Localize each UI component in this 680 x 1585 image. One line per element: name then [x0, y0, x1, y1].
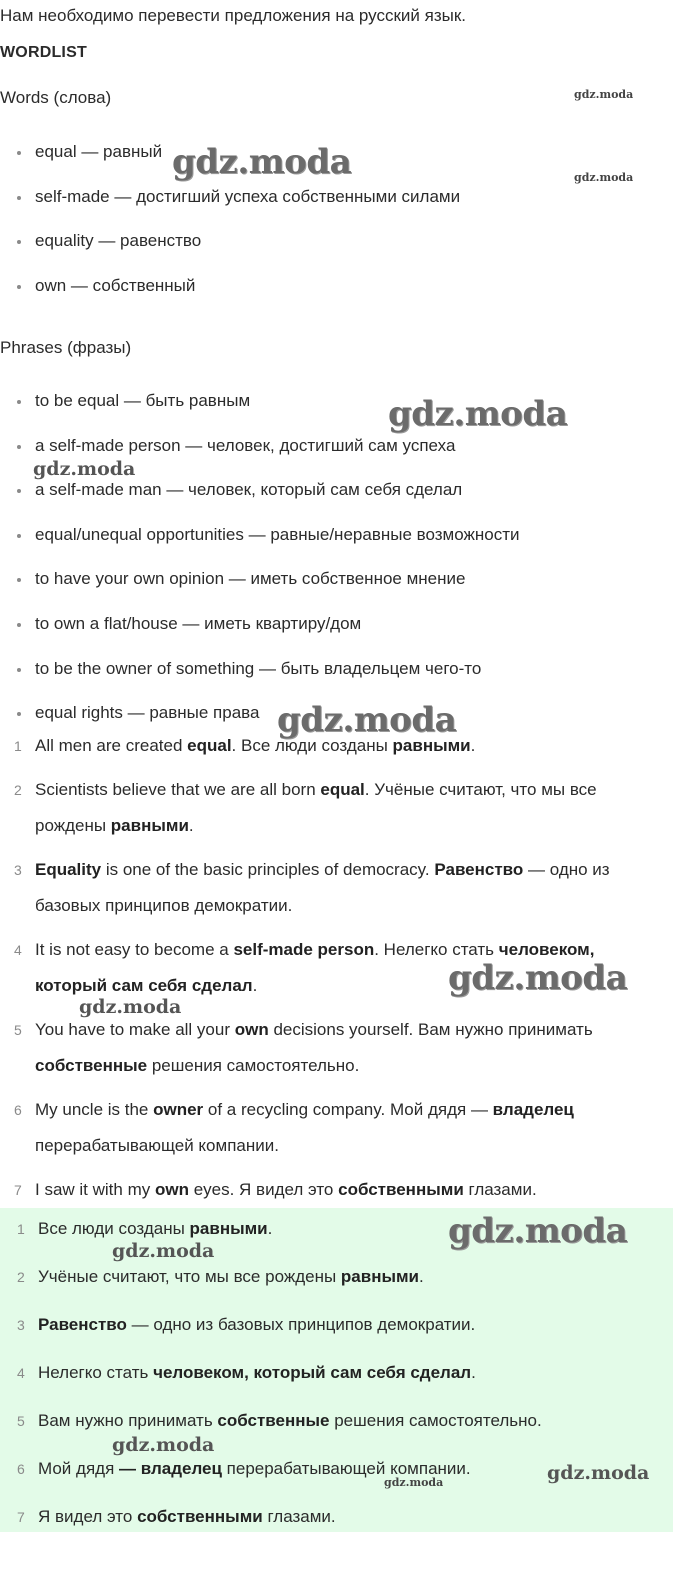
list-item: equal/unequal opportunities — равные/неравные возможности [0, 525, 680, 570]
sentence-item: 5 You have to make all your own decisions yourself. Вам нужно принимать собственные решения самостоятельно. [0, 1012, 680, 1084]
bullet-icon [17, 534, 21, 538]
phrases-list [0, 391, 680, 748]
answer-item: 7 Я видел это собственными глазами. [3, 1499, 542, 1547]
watermark: gdz.moda [547, 1462, 650, 1484]
watermark: gdz.moda [172, 142, 352, 182]
list-item: self-made — достигший успеха собственными силами [0, 187, 680, 232]
item-number: 4 [14, 942, 22, 958]
bullet-icon [17, 489, 21, 493]
item-number: 6 [17, 1461, 25, 1477]
words-heading: Words (слова) [0, 88, 112, 107]
answer-item: 5 Вам нужно принимать собственные решения самостоятельно. [3, 1403, 542, 1451]
wordlist-heading: WORDLIST [0, 44, 87, 61]
item-number: 1 [14, 738, 22, 754]
list-item: a self-made person — человек, достигший сам успеха [0, 436, 680, 481]
list-item: equality — равенство [0, 231, 680, 276]
answer-item: 4 Нелегко стать человеком, который сам себя сделал. [3, 1355, 542, 1403]
item-number: 4 [17, 1365, 25, 1381]
bullet-icon [17, 623, 21, 627]
sentence-item: 6 My uncle is the owner of a recycling company. Мой дядя — владелец перерабатывающей компании. [0, 1092, 680, 1164]
watermark: gdz.moda [448, 1211, 628, 1251]
list-item: to own a flat/house — иметь квартиру/дом [0, 614, 680, 659]
bullet-icon [17, 445, 21, 449]
watermark: gdz.moda [112, 1240, 215, 1262]
bullet-icon [17, 712, 21, 716]
watermark: gdz.moda [574, 88, 634, 101]
bullet-icon [17, 285, 21, 289]
item-number: 7 [17, 1509, 25, 1525]
watermark: gdz.moda [79, 996, 182, 1018]
list-item: to be the owner of something — быть владельцем чего-то [0, 659, 680, 704]
list-item: equal — равный [0, 142, 680, 187]
item-number: 2 [14, 782, 22, 798]
item-number: 5 [17, 1413, 25, 1429]
list-item: to be equal — быть равным [0, 391, 680, 436]
bullet-icon [17, 578, 21, 582]
answer-item: 1 Все люди созданы равными. [3, 1211, 542, 1259]
answers-list [3, 1211, 542, 1547]
sentence-item: 7 I saw it with my own eyes. Я видел это собственными глазами. [0, 1172, 680, 1208]
intro-text: Нам необходимо перевести предложения на русский язык. [0, 6, 466, 25]
watermark: gdz.moda [112, 1434, 215, 1456]
bullet-icon [17, 196, 21, 200]
item-number: 1 [17, 1221, 25, 1237]
watermark: gdz.moda [384, 1476, 444, 1489]
answer-item: 2 Учёные считают, что мы все рождены равными. [3, 1259, 542, 1307]
answer-item: 3 Равенство — одно из базовых принципов демократии. [3, 1307, 542, 1355]
item-number: 6 [14, 1102, 22, 1118]
phrases-heading: Phrases (фразы) [0, 338, 132, 357]
watermark: gdz.moda [277, 700, 457, 740]
watermark: gdz.moda [388, 394, 568, 434]
answer-item: 6 Мой дядя — владелец перерабатывающей компании. [3, 1451, 542, 1499]
watermark: gdz.moda [448, 958, 628, 998]
bullet-icon [17, 151, 21, 155]
watermark: gdz.moda [33, 458, 136, 480]
watermark: gdz.moda [574, 171, 634, 184]
sentence-item: 4 It is not easy to become a self-made person. Нелегко стать человеком, который сам себя сделал. [0, 932, 680, 1004]
bullet-icon [17, 668, 21, 672]
item-number: 7 [14, 1182, 22, 1198]
sentence-item: 3 Equality is one of the basic principles of democracy. Равенство — одно из базовых принципов демократии. [0, 852, 680, 924]
item-number: 3 [17, 1317, 25, 1333]
list-item: a self-made man — человек, который сам себя сделал [0, 480, 680, 525]
item-number: 2 [17, 1269, 25, 1285]
bullet-icon [17, 400, 21, 404]
list-item: equal rights — равные права [0, 703, 680, 748]
list-item: own — собственный [0, 276, 680, 321]
item-number: 3 [14, 862, 22, 878]
item-number: 5 [14, 1022, 22, 1038]
list-item: to have your own opinion — иметь собственное мнение [0, 569, 680, 614]
sentence-item: 1 All men are created equal. Все люди созданы равными. [0, 728, 680, 764]
bullet-icon [17, 240, 21, 244]
sentence-item: 2 Scientists believe that we are all born equal. Учёные считают, что мы все рождены равными. [0, 772, 680, 844]
